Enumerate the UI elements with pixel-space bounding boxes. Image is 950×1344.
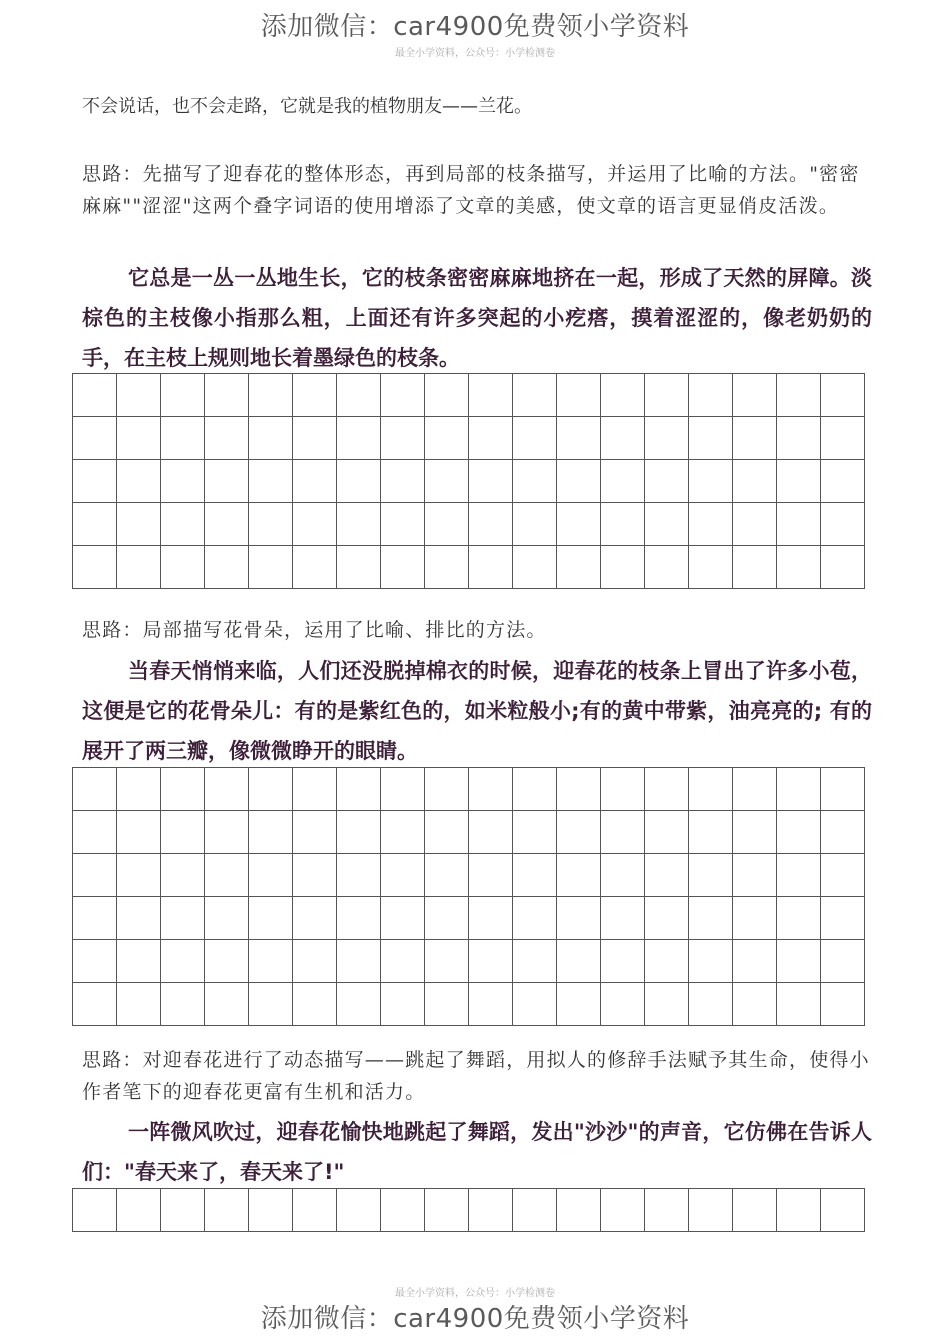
grid-cell[interactable] bbox=[117, 854, 161, 897]
grid-cell[interactable] bbox=[117, 546, 161, 589]
grid-cell[interactable] bbox=[557, 854, 601, 897]
grid-cell[interactable] bbox=[557, 460, 601, 503]
grid-cell[interactable] bbox=[733, 460, 777, 503]
grid-row bbox=[73, 1189, 865, 1232]
grid-cell[interactable] bbox=[293, 768, 337, 811]
grid-cell[interactable] bbox=[821, 460, 865, 503]
grid-cell[interactable] bbox=[337, 417, 381, 460]
grid-cell[interactable] bbox=[381, 940, 425, 983]
grid-cell[interactable] bbox=[777, 374, 821, 417]
grid-cell[interactable] bbox=[689, 768, 733, 811]
grid-cell[interactable] bbox=[425, 503, 469, 546]
grid-cell[interactable] bbox=[381, 417, 425, 460]
grid-cell[interactable] bbox=[249, 854, 293, 897]
grid-cell[interactable] bbox=[249, 546, 293, 589]
grid-cell[interactable] bbox=[205, 983, 249, 1026]
grid-cell[interactable] bbox=[293, 460, 337, 503]
writing-grid-2 bbox=[72, 767, 865, 1026]
grid-cell[interactable] bbox=[557, 768, 601, 811]
grid-row bbox=[73, 983, 865, 1026]
grid-cell[interactable] bbox=[733, 854, 777, 897]
grid-cell[interactable] bbox=[161, 897, 205, 940]
grid-cell[interactable] bbox=[73, 417, 117, 460]
grid-cell[interactable] bbox=[777, 897, 821, 940]
grid-cell[interactable] bbox=[733, 546, 777, 589]
grid-cell[interactable] bbox=[513, 897, 557, 940]
grid-cell[interactable] bbox=[293, 546, 337, 589]
grid-cell[interactable] bbox=[425, 374, 469, 417]
grid-cell[interactable] bbox=[777, 940, 821, 983]
grid-cell[interactable] bbox=[161, 854, 205, 897]
grid-cell[interactable] bbox=[645, 417, 689, 460]
grid-cell[interactable] bbox=[205, 460, 249, 503]
grid-cell[interactable] bbox=[821, 940, 865, 983]
grid-cell[interactable] bbox=[249, 983, 293, 1026]
grid-cell[interactable] bbox=[337, 1189, 381, 1232]
grid-cell[interactable] bbox=[777, 460, 821, 503]
grid-cell[interactable] bbox=[733, 811, 777, 854]
grid-cell[interactable] bbox=[73, 811, 117, 854]
grid-row bbox=[73, 811, 865, 854]
grid-cell[interactable] bbox=[645, 983, 689, 1026]
grid-cell[interactable] bbox=[249, 460, 293, 503]
grid-cell[interactable] bbox=[293, 983, 337, 1026]
grid-cell[interactable] bbox=[821, 417, 865, 460]
grid-cell[interactable] bbox=[337, 854, 381, 897]
grid-cell[interactable] bbox=[381, 503, 425, 546]
grid-cell[interactable] bbox=[205, 854, 249, 897]
grid-cell[interactable] bbox=[249, 768, 293, 811]
grid-cell[interactable] bbox=[469, 768, 513, 811]
grid-cell[interactable] bbox=[821, 854, 865, 897]
grid-cell[interactable] bbox=[381, 460, 425, 503]
grid-cell[interactable] bbox=[645, 1189, 689, 1232]
grid-cell[interactable] bbox=[601, 897, 645, 940]
grid-cell[interactable] bbox=[73, 768, 117, 811]
grid-cell[interactable] bbox=[777, 768, 821, 811]
grid-cell[interactable] bbox=[161, 811, 205, 854]
grid-cell[interactable] bbox=[469, 460, 513, 503]
grid-cell[interactable] bbox=[601, 460, 645, 503]
grid-cell[interactable] bbox=[601, 854, 645, 897]
grid-cell[interactable] bbox=[513, 546, 557, 589]
grid-cell[interactable] bbox=[601, 983, 645, 1026]
grid-cell[interactable] bbox=[249, 503, 293, 546]
grid-cell[interactable] bbox=[293, 811, 337, 854]
footer-subtitle: 最全小学资料，公众号：小学检测卷 bbox=[395, 1288, 555, 1299]
grid-row bbox=[73, 940, 865, 983]
grid-row bbox=[73, 417, 865, 460]
grid-row bbox=[73, 460, 865, 503]
grid-cell[interactable] bbox=[733, 417, 777, 460]
grid-cell[interactable] bbox=[117, 374, 161, 417]
grid-cell[interactable] bbox=[205, 503, 249, 546]
passage-2: 当春天悄悄来临，人们还没脱掉棉衣的时候，迎春花的枝条上冒出了许多小苞，这便是它的花骨朵儿：有的是紫红色的，如米粒般小;有的黄中带紫，油亮亮的; 有的展开了两三瓣，像微微睁开的眼睛。 bbox=[82, 659, 872, 763]
grid-cell[interactable] bbox=[557, 940, 601, 983]
grid-cell[interactable] bbox=[601, 940, 645, 983]
writing-grid-3 bbox=[72, 1188, 865, 1232]
grid-cell[interactable] bbox=[425, 854, 469, 897]
grid-cell[interactable] bbox=[601, 417, 645, 460]
grid-cell[interactable] bbox=[513, 417, 557, 460]
grid-cell[interactable] bbox=[821, 1189, 865, 1232]
grid-cell[interactable] bbox=[513, 940, 557, 983]
grid-cell[interactable] bbox=[161, 374, 205, 417]
grid-cell[interactable] bbox=[381, 1189, 425, 1232]
grid-cell[interactable] bbox=[777, 854, 821, 897]
grid-cell[interactable] bbox=[645, 546, 689, 589]
grid-cell[interactable] bbox=[733, 897, 777, 940]
grid-cell[interactable] bbox=[777, 983, 821, 1026]
grid-cell[interactable] bbox=[689, 374, 733, 417]
grid-cell[interactable] bbox=[73, 854, 117, 897]
grid-cell[interactable] bbox=[821, 503, 865, 546]
writing-grid-1 bbox=[72, 373, 865, 589]
grid-cell[interactable] bbox=[777, 811, 821, 854]
grid-cell[interactable] bbox=[513, 503, 557, 546]
grid-cell[interactable] bbox=[689, 503, 733, 546]
grid-cell[interactable] bbox=[249, 897, 293, 940]
grid-cell[interactable] bbox=[469, 897, 513, 940]
grid-cell[interactable] bbox=[249, 940, 293, 983]
grid-cell[interactable] bbox=[249, 1189, 293, 1232]
grid-cell[interactable] bbox=[557, 503, 601, 546]
grid-cell[interactable] bbox=[689, 417, 733, 460]
grid-cell[interactable] bbox=[689, 546, 733, 589]
grid-cell[interactable] bbox=[733, 374, 777, 417]
grid-row bbox=[73, 503, 865, 546]
grid-cell[interactable] bbox=[293, 940, 337, 983]
grid-cell[interactable] bbox=[469, 854, 513, 897]
grid-cell[interactable] bbox=[337, 460, 381, 503]
grid-cell[interactable] bbox=[205, 897, 249, 940]
grid-cell[interactable] bbox=[821, 374, 865, 417]
grid-cell[interactable] bbox=[777, 1189, 821, 1232]
grid-cell[interactable] bbox=[645, 374, 689, 417]
grid-cell[interactable] bbox=[205, 546, 249, 589]
grid-row bbox=[73, 546, 865, 589]
intro-line: 不会说话，也不会走路，它就是我的植物朋友——兰花。 bbox=[82, 96, 532, 117]
grid-cell[interactable] bbox=[73, 460, 117, 503]
grid-cell[interactable] bbox=[73, 940, 117, 983]
grid-cell[interactable] bbox=[469, 1189, 513, 1232]
grid-cell[interactable] bbox=[117, 897, 161, 940]
grid-cell[interactable] bbox=[337, 768, 381, 811]
grid-cell[interactable] bbox=[381, 854, 425, 897]
grid-cell[interactable] bbox=[733, 1189, 777, 1232]
grid-cell[interactable] bbox=[337, 374, 381, 417]
grid-cell[interactable] bbox=[557, 983, 601, 1026]
grid-cell[interactable] bbox=[425, 811, 469, 854]
grid-cell[interactable] bbox=[645, 897, 689, 940]
grid-cell[interactable] bbox=[381, 811, 425, 854]
grid-cell[interactable] bbox=[557, 811, 601, 854]
grid-cell[interactable] bbox=[425, 897, 469, 940]
grid-cell[interactable] bbox=[161, 546, 205, 589]
grid-cell[interactable] bbox=[161, 503, 205, 546]
grid-cell[interactable] bbox=[601, 811, 645, 854]
grid-cell[interactable] bbox=[777, 546, 821, 589]
grid-cell[interactable] bbox=[821, 983, 865, 1026]
grid-cell[interactable] bbox=[689, 897, 733, 940]
grid-row bbox=[73, 768, 865, 811]
grid-cell[interactable] bbox=[381, 546, 425, 589]
grid-cell[interactable] bbox=[205, 374, 249, 417]
grid-cell[interactable] bbox=[117, 417, 161, 460]
grid-cell[interactable] bbox=[73, 503, 117, 546]
grid-cell[interactable] bbox=[777, 503, 821, 546]
analysis-note-2: 思路：局部描写花骨朵，运用了比喻、排比的方法。 bbox=[82, 619, 547, 641]
grid-cell[interactable] bbox=[293, 1189, 337, 1232]
grid-cell[interactable] bbox=[293, 374, 337, 417]
grid-cell[interactable] bbox=[73, 374, 117, 417]
grid-cell[interactable] bbox=[337, 546, 381, 589]
grid-cell[interactable] bbox=[689, 1189, 733, 1232]
grid-cell[interactable] bbox=[337, 897, 381, 940]
grid-cell[interactable] bbox=[117, 768, 161, 811]
grid-cell[interactable] bbox=[513, 374, 557, 417]
grid-cell[interactable] bbox=[469, 503, 513, 546]
grid-cell[interactable] bbox=[557, 897, 601, 940]
grid-cell[interactable] bbox=[161, 1189, 205, 1232]
grid-cell[interactable] bbox=[645, 940, 689, 983]
grid-cell[interactable] bbox=[161, 940, 205, 983]
grid-cell[interactable] bbox=[117, 503, 161, 546]
analysis-note-1: 思路：先描写了迎春花的整体形态，再到局部的枝条描写，并运用了比喻的方法。"密密麻麻""涩涩"这两个叠字词语的使用增添了文章的美感，使文章的语言更显俏皮活泼。 bbox=[82, 163, 860, 217]
grid-cell[interactable] bbox=[249, 417, 293, 460]
grid-cell[interactable] bbox=[645, 854, 689, 897]
grid-cell[interactable] bbox=[205, 417, 249, 460]
grid-cell[interactable] bbox=[337, 811, 381, 854]
grid-cell[interactable] bbox=[205, 768, 249, 811]
grid-cell[interactable] bbox=[117, 460, 161, 503]
grid-cell[interactable] bbox=[73, 546, 117, 589]
watermark-banner-bottom: 添加微信：car4900免费领小学资料 bbox=[260, 1304, 690, 1334]
grid-cell[interactable] bbox=[601, 1189, 645, 1232]
grid-cell[interactable] bbox=[601, 768, 645, 811]
grid-cell[interactable] bbox=[337, 983, 381, 1026]
grid-cell[interactable] bbox=[469, 811, 513, 854]
grid-cell[interactable] bbox=[689, 983, 733, 1026]
grid-cell[interactable] bbox=[689, 854, 733, 897]
grid-cell[interactable] bbox=[73, 1189, 117, 1232]
grid-cell[interactable] bbox=[73, 983, 117, 1026]
grid-cell[interactable] bbox=[513, 768, 557, 811]
grid-cell[interactable] bbox=[557, 546, 601, 589]
grid-cell[interactable] bbox=[117, 983, 161, 1026]
grid-cell[interactable] bbox=[425, 417, 469, 460]
grid-cell[interactable] bbox=[645, 811, 689, 854]
grid-cell[interactable] bbox=[601, 546, 645, 589]
grid-cell[interactable] bbox=[381, 768, 425, 811]
grid-row bbox=[73, 897, 865, 940]
grid-cell[interactable] bbox=[117, 1189, 161, 1232]
grid-cell[interactable] bbox=[425, 983, 469, 1026]
header-subtitle: 最全小学资料，公众号：小学检测卷 bbox=[395, 48, 555, 59]
grid-cell[interactable] bbox=[777, 417, 821, 460]
grid-cell[interactable] bbox=[557, 1189, 601, 1232]
grid-cell[interactable] bbox=[645, 768, 689, 811]
grid-cell[interactable] bbox=[557, 417, 601, 460]
grid-cell[interactable] bbox=[117, 811, 161, 854]
grid-cell[interactable] bbox=[205, 1189, 249, 1232]
grid-cell[interactable] bbox=[557, 374, 601, 417]
grid-row bbox=[73, 854, 865, 897]
grid-cell[interactable] bbox=[249, 811, 293, 854]
grid-cell[interactable] bbox=[161, 460, 205, 503]
grid-cell[interactable] bbox=[689, 460, 733, 503]
grid-cell[interactable] bbox=[469, 940, 513, 983]
grid-cell[interactable] bbox=[293, 897, 337, 940]
grid-cell[interactable] bbox=[337, 503, 381, 546]
grid-cell[interactable] bbox=[733, 503, 777, 546]
grid-cell[interactable] bbox=[733, 983, 777, 1026]
passage-1: 它总是一丛一丛地生长，它的枝条密密麻麻地挤在一起，形成了天然的屏障。淡棕色的主枝像小指那么粗，上面还有许多突起的小疙瘩，摸着涩涩的，像老奶奶的手，在主枝上规则地长着墨绿色的枝条。 bbox=[82, 266, 872, 370]
grid-cell[interactable] bbox=[733, 768, 777, 811]
grid-cell[interactable] bbox=[425, 768, 469, 811]
grid-cell[interactable] bbox=[381, 983, 425, 1026]
grid-cell[interactable] bbox=[293, 417, 337, 460]
passage-3: 一阵微风吹过，迎春花愉快地跳起了舞蹈，发出"沙沙"的声音，它仿佛在告诉人们："春天来了，春天来了!" bbox=[82, 1120, 872, 1184]
grid-cell[interactable] bbox=[381, 374, 425, 417]
grid-cell[interactable] bbox=[821, 768, 865, 811]
grid-cell[interactable] bbox=[381, 897, 425, 940]
grid-cell[interactable] bbox=[513, 811, 557, 854]
grid-cell[interactable] bbox=[425, 940, 469, 983]
grid-cell[interactable] bbox=[601, 374, 645, 417]
analysis-note-3: 思路：对迎春花进行了动态描写——跳起了舞蹈，用拟人的修辞手法赋予其生命，使得小作者笔下的迎春花更富有生机和活力。 bbox=[82, 1049, 870, 1103]
grid-cell[interactable] bbox=[469, 417, 513, 460]
grid-cell[interactable] bbox=[469, 374, 513, 417]
grid-cell[interactable] bbox=[733, 940, 777, 983]
grid-cell[interactable] bbox=[117, 940, 161, 983]
grid-cell[interactable] bbox=[425, 546, 469, 589]
grid-cell[interactable] bbox=[249, 374, 293, 417]
grid-cell[interactable] bbox=[645, 460, 689, 503]
grid-cell[interactable] bbox=[513, 1189, 557, 1232]
grid-cell[interactable] bbox=[821, 897, 865, 940]
grid-cell[interactable] bbox=[161, 417, 205, 460]
watermark-banner-top: 添加微信：car4900免费领小学资料 bbox=[260, 12, 690, 42]
grid-row bbox=[73, 374, 865, 417]
grid-cell[interactable] bbox=[821, 546, 865, 589]
grid-cell[interactable] bbox=[689, 940, 733, 983]
grid-cell[interactable] bbox=[469, 983, 513, 1026]
grid-cell[interactable] bbox=[689, 811, 733, 854]
grid-cell[interactable] bbox=[337, 940, 381, 983]
grid-cell[interactable] bbox=[513, 983, 557, 1026]
grid-cell[interactable] bbox=[513, 460, 557, 503]
grid-cell[interactable] bbox=[425, 1189, 469, 1232]
grid-cell[interactable] bbox=[293, 854, 337, 897]
grid-cell[interactable] bbox=[161, 768, 205, 811]
grid-cell[interactable] bbox=[425, 460, 469, 503]
grid-cell[interactable] bbox=[293, 503, 337, 546]
grid-cell[interactable] bbox=[161, 983, 205, 1026]
grid-cell[interactable] bbox=[821, 811, 865, 854]
grid-cell[interactable] bbox=[205, 940, 249, 983]
grid-cell[interactable] bbox=[513, 854, 557, 897]
grid-cell[interactable] bbox=[469, 546, 513, 589]
grid-cell[interactable] bbox=[205, 811, 249, 854]
grid-cell[interactable] bbox=[645, 503, 689, 546]
grid-cell[interactable] bbox=[601, 503, 645, 546]
grid-cell[interactable] bbox=[73, 897, 117, 940]
